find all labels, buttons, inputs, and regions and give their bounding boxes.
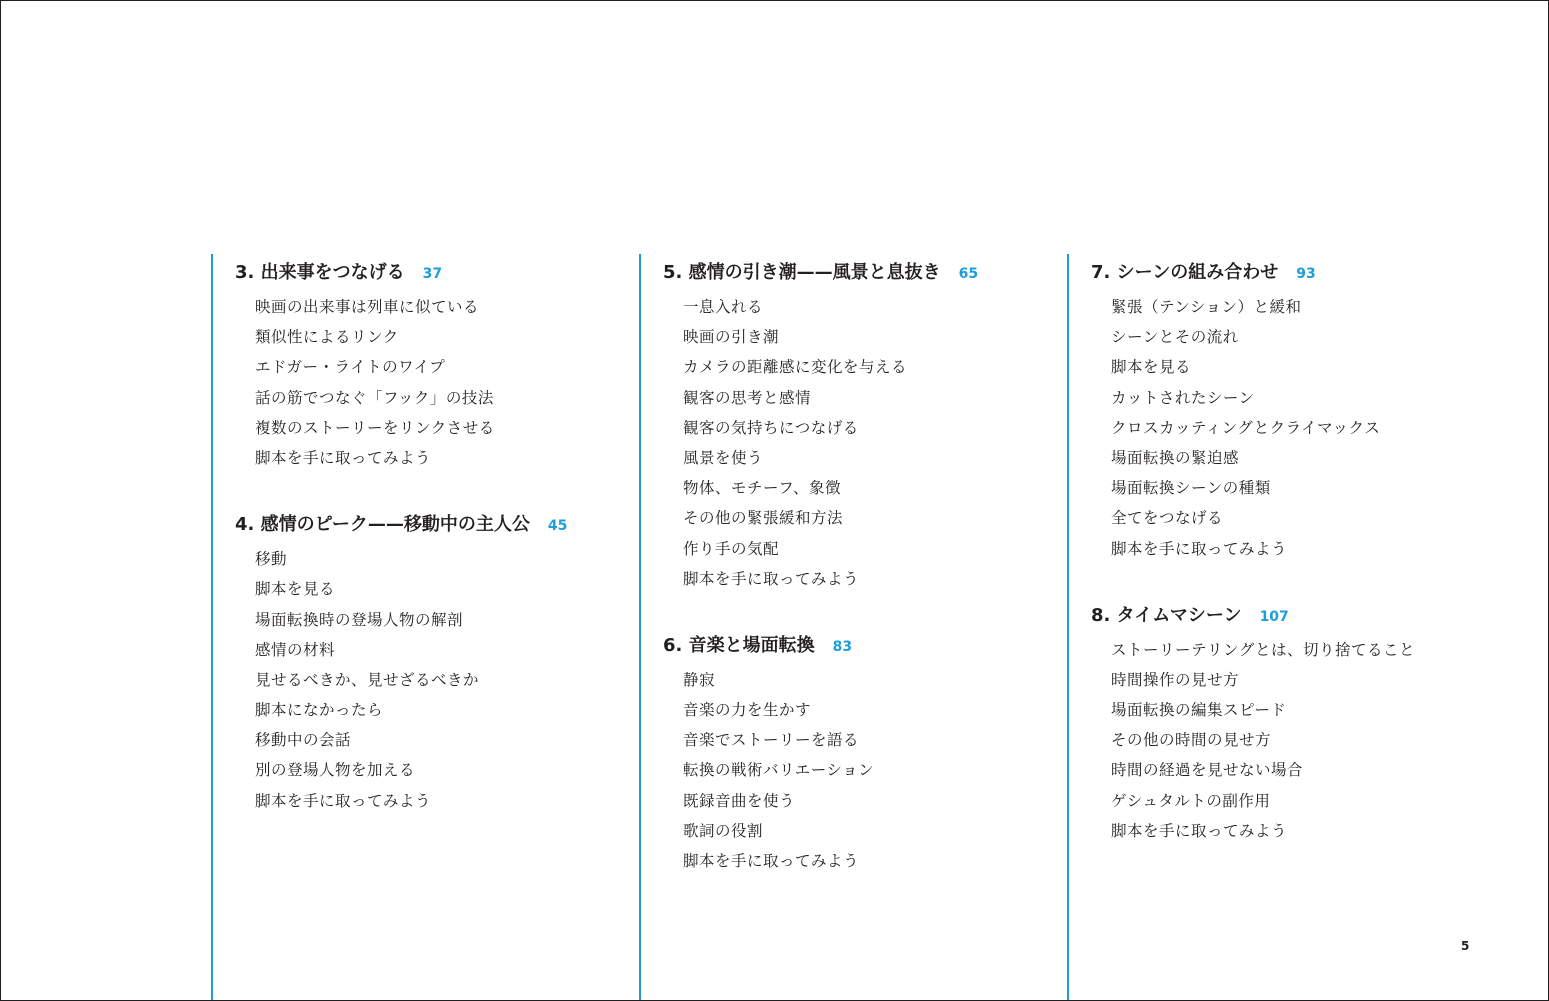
section-item: 脚本を手に取ってみよう <box>1111 821 1288 840</box>
toc-column-1 <box>211 254 611 1000</box>
section-item: 音楽の力を生かす <box>683 701 812 720</box>
section-item: 場面転換時の登場人物の解剖 <box>255 610 464 629</box>
section-item: 作り手の気配 <box>683 539 780 558</box>
section-item: 脚本になかったら <box>255 701 384 720</box>
section-item: ゲシュタルトの副作用 <box>1111 791 1271 810</box>
chapter-8 <box>1091 597 1467 846</box>
section-list <box>1091 635 1467 846</box>
chapter-heading <box>663 627 1039 665</box>
section-item: 転換の戦術バリエーション <box>683 761 875 780</box>
section-item: 歌詞の役割 <box>683 821 764 840</box>
page-number: 5 <box>1461 939 1470 953</box>
section-item: カメラの距離感に変化を与える <box>683 358 908 377</box>
section-item: 場面転換の緊迫感 <box>1111 448 1240 467</box>
chapter-title: 3. 出来事をつなげる <box>235 262 405 283</box>
section-list <box>663 665 1039 876</box>
section-item: 移動 <box>255 550 288 569</box>
section-item: 話の筋でつなぐ「フック」の技法 <box>255 388 494 407</box>
section-item: 脚本を手に取ってみよう <box>255 448 432 467</box>
chapter-page-number: 65 <box>958 266 979 282</box>
chapter-title: 5. 感情の引き潮——風景と息抜き <box>663 262 941 283</box>
section-item: 脚本を手に取ってみよう <box>683 569 860 588</box>
chapter-page-number: 45 <box>547 518 568 535</box>
section-item: 移動中の会話 <box>255 731 352 750</box>
chapter-page-number: 83 <box>832 638 853 655</box>
section-item: 別の登場人物を加える <box>255 761 416 780</box>
section-item: 風景を使う <box>683 448 764 467</box>
chapter-heading <box>663 254 1039 292</box>
section-item: カットされたシーン <box>1111 388 1255 407</box>
section-item: クロスカッティングとクライマックス <box>1111 418 1381 437</box>
section-item: 映画の出来事は列車に似ている <box>255 298 480 316</box>
section-item: 音楽でストーリーを語る <box>683 731 860 750</box>
section-item: 脚本を手に取ってみよう <box>255 791 432 810</box>
section-item: 類似性によるリンク <box>255 328 399 347</box>
section-item: ストーリーテリングとは、切り捨てること <box>1111 640 1416 659</box>
chapter-3 <box>235 254 611 473</box>
section-item: 脚本を手に取ってみよう <box>683 852 860 870</box>
section-item: 既録音曲を使う <box>683 791 796 810</box>
section-item: 観客の気持ちにつなげる <box>683 418 859 437</box>
section-item: 映画の引き潮 <box>683 328 780 347</box>
section-item: 緊張（テンション）と緩和 <box>1111 298 1302 316</box>
section-list <box>235 544 611 816</box>
chapter-heading <box>1091 254 1467 292</box>
chapter-7 <box>1091 254 1467 564</box>
section-item: 脚本を手に取ってみよう <box>1111 539 1288 558</box>
section-list <box>235 292 611 473</box>
section-list <box>663 292 1039 594</box>
section-item: 静寂 <box>683 670 716 689</box>
section-item: 脚本を見る <box>1111 358 1192 377</box>
chapter-title: 7. シーンの組み合わせ <box>1091 262 1279 283</box>
section-item: 一息入れる <box>683 298 764 316</box>
section-item: その他の緊張緩和方法 <box>683 509 844 528</box>
section-item: 物体、モチーフ、象徴 <box>683 479 841 498</box>
section-item: 場面転換の編集スピード <box>1111 701 1287 720</box>
chapter-title: 6. 音楽と場面転換 <box>663 634 815 656</box>
section-item: シーンとその流れ <box>1111 328 1239 347</box>
chapter-heading <box>235 254 611 292</box>
section-list <box>1091 292 1467 564</box>
chapter-page-number: 37 <box>422 266 443 282</box>
section-item: 複数のストーリーをリンクさせる <box>255 418 495 437</box>
section-item: 時間操作の見せ方 <box>1111 670 1240 689</box>
section-item: 全てをつなげる <box>1111 509 1224 528</box>
chapter-heading <box>235 506 611 544</box>
section-item: 観客の思考と感情 <box>683 388 812 407</box>
section-item: 感情の材料 <box>255 640 336 659</box>
section-item: 脚本を見る <box>255 580 336 599</box>
chapter-title: 8. タイムマシーン <box>1091 604 1242 626</box>
chapter-4 <box>235 506 611 816</box>
toc-column-3 <box>1067 254 1470 1000</box>
chapter-page-number: 107 <box>1259 608 1289 625</box>
chapter-heading <box>1091 597 1467 635</box>
chapter-page-number: 93 <box>1296 266 1316 282</box>
section-item: 時間の経過を見せない場合 <box>1111 761 1304 780</box>
chapter-6 <box>663 627 1039 876</box>
chapter-title: 4. 感情のピーク——移動中の主人公 <box>235 514 530 536</box>
toc-column-2 <box>639 254 1039 1000</box>
chapter-5 <box>663 254 1039 594</box>
section-item: エドガー・ライトのワイプ <box>255 358 446 377</box>
section-item: 見せるべきか、見せざるべきか <box>255 670 480 689</box>
section-item: 場面転換シーンの種類 <box>1111 479 1271 498</box>
section-item: その他の時間の見せ方 <box>1111 731 1272 750</box>
